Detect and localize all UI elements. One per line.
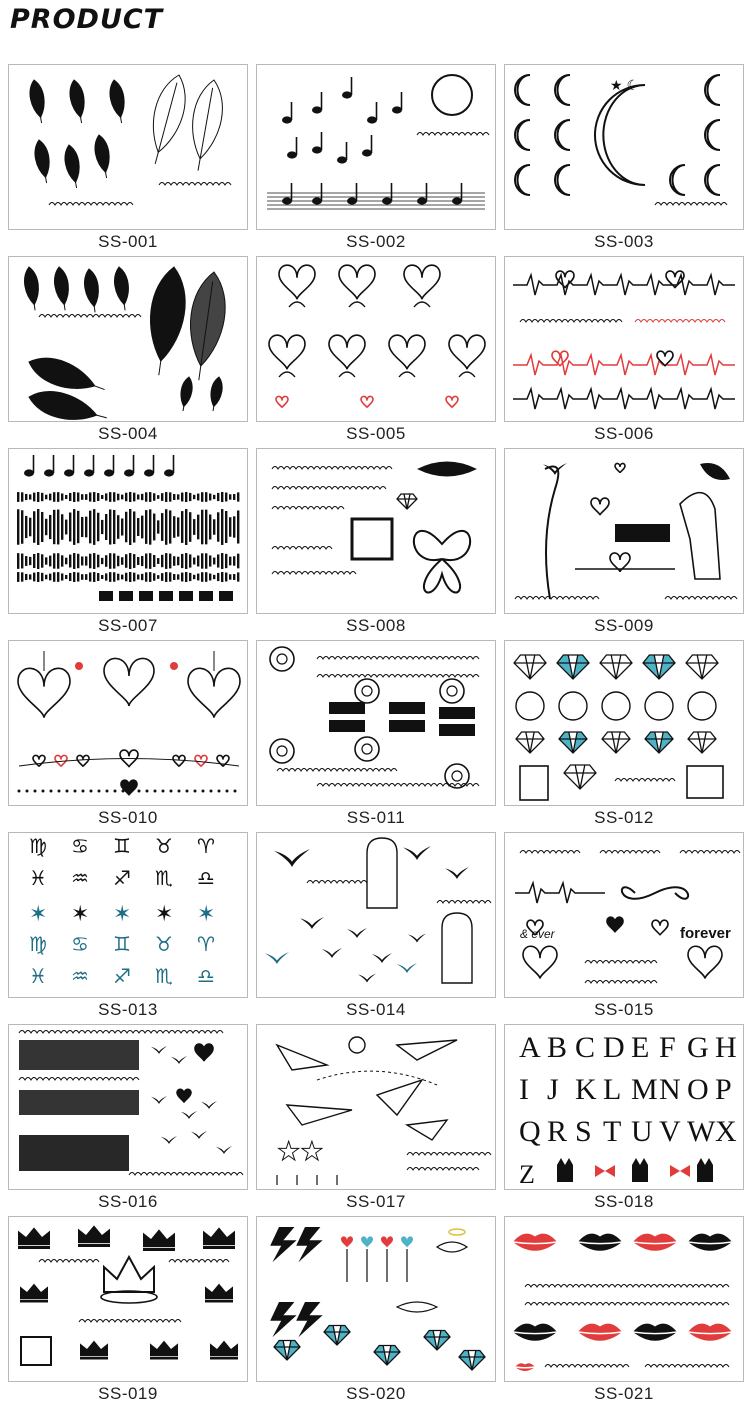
product-code: SS-004 bbox=[98, 424, 158, 443]
product-card[interactable] bbox=[256, 256, 496, 448]
svg-text:♏: ♏ bbox=[155, 964, 173, 988]
svg-text:I: I bbox=[519, 1073, 529, 1106]
product-code: SS-013 bbox=[98, 1000, 158, 1019]
svg-text:✶: ✶ bbox=[71, 902, 90, 927]
svg-text:♐: ♐ bbox=[113, 866, 131, 890]
page-title: PRODUCT bbox=[10, 4, 164, 35]
product-code: SS-008 bbox=[346, 616, 406, 635]
product-card[interactable] bbox=[504, 1216, 744, 1408]
product-code: SS-018 bbox=[594, 1192, 654, 1211]
svg-text:♊: ♊ bbox=[113, 932, 131, 956]
svg-text:★ ☾: ★ ☾ bbox=[610, 77, 639, 93]
diamond-icon bbox=[505, 641, 743, 805]
svg-text:M: M bbox=[631, 1073, 658, 1106]
product-card[interactable] bbox=[504, 1024, 744, 1216]
product-card[interactable] bbox=[504, 448, 744, 640]
product-grid bbox=[8, 64, 744, 1408]
product-code: SS-012 bbox=[594, 808, 654, 827]
product-sheet-image bbox=[256, 256, 496, 422]
product-card[interactable] bbox=[8, 256, 248, 448]
swallow-icon bbox=[257, 833, 495, 997]
product-sheet-image bbox=[8, 832, 248, 998]
svg-text:✶: ✶ bbox=[155, 902, 174, 927]
svg-text:K: K bbox=[575, 1073, 597, 1106]
svg-text:S: S bbox=[575, 1115, 592, 1148]
product-code: SS-011 bbox=[346, 808, 406, 827]
svg-text:H: H bbox=[715, 1031, 737, 1064]
product-card[interactable] bbox=[256, 640, 496, 832]
svg-text:♎: ♎ bbox=[197, 964, 215, 988]
product-sheet-image bbox=[504, 1216, 744, 1382]
feather-icon bbox=[9, 65, 247, 229]
svg-text:♋: ♋ bbox=[71, 834, 89, 858]
product-card[interactable] bbox=[8, 448, 248, 640]
svg-text:V: V bbox=[659, 1115, 681, 1148]
svg-text:R: R bbox=[547, 1115, 568, 1148]
svg-text:B: B bbox=[547, 1031, 568, 1064]
svg-text:U: U bbox=[631, 1115, 653, 1148]
product-sheet-image bbox=[8, 256, 248, 422]
product-code: SS-017 bbox=[346, 1192, 406, 1211]
product-card[interactable] bbox=[504, 640, 744, 832]
product-sheet-image bbox=[8, 1024, 248, 1190]
svg-text:& ever: & ever bbox=[520, 927, 555, 941]
product-code: SS-016 bbox=[98, 1192, 158, 1211]
sound-wave-icon bbox=[9, 449, 247, 613]
svg-text:T: T bbox=[603, 1115, 622, 1148]
music-note-icon bbox=[257, 65, 495, 229]
svg-text:P: P bbox=[715, 1073, 732, 1106]
svg-text:X: X bbox=[715, 1115, 737, 1148]
zodiac-icon bbox=[9, 833, 247, 997]
product-sheet-image bbox=[504, 64, 744, 230]
product-sheet-image bbox=[256, 448, 496, 614]
product-code: SS-002 bbox=[346, 232, 406, 251]
svg-text:♓: ♓ bbox=[29, 964, 47, 988]
alphabet-icon bbox=[505, 1025, 743, 1189]
product-sheet-image bbox=[256, 1024, 496, 1190]
product-sheet-image bbox=[8, 640, 248, 806]
product-card[interactable] bbox=[256, 1024, 496, 1216]
svg-text:D: D bbox=[603, 1031, 625, 1064]
svg-text:F: F bbox=[659, 1031, 676, 1064]
svg-text:♓: ♓ bbox=[29, 866, 47, 890]
product-card[interactable] bbox=[8, 640, 248, 832]
product-sheet-image bbox=[504, 832, 744, 998]
crown-icon bbox=[9, 1217, 247, 1381]
svg-text:♒: ♒ bbox=[71, 964, 89, 988]
product-code: SS-020 bbox=[346, 1384, 406, 1403]
svg-text:♐: ♐ bbox=[113, 964, 131, 988]
svg-text:A: A bbox=[519, 1031, 541, 1064]
heart-bow-icon bbox=[257, 257, 495, 421]
product-code: SS-005 bbox=[346, 424, 406, 443]
feather-icon bbox=[9, 257, 247, 421]
butterfly-icon bbox=[257, 449, 495, 613]
lips-icon bbox=[505, 1217, 743, 1381]
svg-text:♊: ♊ bbox=[113, 834, 131, 858]
lightning-diamond-icon bbox=[257, 1217, 495, 1381]
product-code: SS-014 bbox=[346, 1000, 406, 1019]
svg-text:✶: ✶ bbox=[113, 902, 132, 927]
product-card[interactable] bbox=[256, 1216, 496, 1408]
svg-text:♉: ♉ bbox=[155, 932, 173, 956]
product-sheet-image bbox=[8, 64, 248, 230]
product-code: SS-009 bbox=[594, 616, 654, 635]
product-code: SS-019 bbox=[98, 1384, 158, 1403]
product-card[interactable] bbox=[8, 64, 248, 256]
svg-text:♎: ♎ bbox=[197, 866, 215, 890]
product-card[interactable] bbox=[504, 832, 744, 1024]
svg-text:♍: ♍ bbox=[29, 932, 47, 956]
product-sheet-image bbox=[256, 832, 496, 998]
svg-text:N: N bbox=[659, 1073, 681, 1106]
product-code: SS-001 bbox=[98, 232, 158, 251]
svg-text:✶: ✶ bbox=[197, 902, 216, 927]
svg-text:J: J bbox=[547, 1073, 559, 1106]
svg-text:♈: ♈ bbox=[197, 834, 215, 858]
svg-text:Q: Q bbox=[519, 1115, 541, 1148]
svg-text:E: E bbox=[631, 1031, 650, 1064]
svg-text:G: G bbox=[687, 1031, 709, 1064]
svg-text:L: L bbox=[603, 1073, 622, 1106]
product-sheet-image bbox=[8, 1216, 248, 1382]
product-code: SS-021 bbox=[594, 1384, 654, 1403]
bird-unicorn-icon bbox=[505, 449, 743, 613]
svg-text:Z: Z bbox=[519, 1160, 535, 1189]
product-code: SS-015 bbox=[594, 1000, 654, 1019]
product-sheet-image bbox=[504, 1024, 744, 1190]
moon-icon bbox=[505, 65, 743, 229]
product-sheet-image bbox=[256, 64, 496, 230]
product-sheet-image bbox=[504, 448, 744, 614]
product-sheet-image bbox=[8, 448, 248, 614]
product-sheet-image bbox=[256, 640, 496, 806]
svg-text:O: O bbox=[687, 1073, 709, 1106]
product-sheet-image bbox=[256, 1216, 496, 1382]
svg-text:♏: ♏ bbox=[155, 866, 173, 890]
svg-text:♋: ♋ bbox=[71, 932, 89, 956]
product-card[interactable] bbox=[256, 64, 496, 256]
calligraphy-icon bbox=[9, 1025, 247, 1189]
product-card[interactable] bbox=[256, 448, 496, 640]
product-code: SS-003 bbox=[594, 232, 654, 251]
svg-text:♍: ♍ bbox=[29, 834, 47, 858]
product-sheet-image bbox=[504, 640, 744, 806]
product-code: SS-006 bbox=[594, 424, 654, 443]
svg-text:forever: forever bbox=[680, 925, 731, 942]
infinity-heart-icon bbox=[505, 833, 743, 997]
svg-text:W: W bbox=[687, 1115, 716, 1148]
product-code: SS-007 bbox=[98, 616, 158, 635]
product-card[interactable] bbox=[504, 64, 744, 256]
svg-text:♉: ♉ bbox=[155, 834, 173, 858]
product-card[interactable] bbox=[256, 832, 496, 1024]
product-sheet-image bbox=[504, 256, 744, 422]
product-card[interactable] bbox=[504, 256, 744, 448]
product-card[interactable] bbox=[8, 1216, 248, 1408]
heartbeat-icon bbox=[505, 257, 743, 421]
product-card[interactable] bbox=[8, 1024, 248, 1216]
svg-text:♒: ♒ bbox=[71, 866, 89, 890]
paper-plane-icon bbox=[257, 1025, 495, 1189]
svg-text:C: C bbox=[575, 1031, 596, 1064]
product-code: SS-010 bbox=[98, 808, 158, 827]
lace-heart-icon bbox=[9, 641, 247, 805]
rose-icon bbox=[257, 641, 495, 805]
svg-text:★★: ★★ bbox=[277, 1136, 324, 1166]
svg-text:✶: ✶ bbox=[29, 902, 48, 927]
svg-text:♈: ♈ bbox=[197, 932, 215, 956]
product-card[interactable] bbox=[8, 832, 248, 1024]
